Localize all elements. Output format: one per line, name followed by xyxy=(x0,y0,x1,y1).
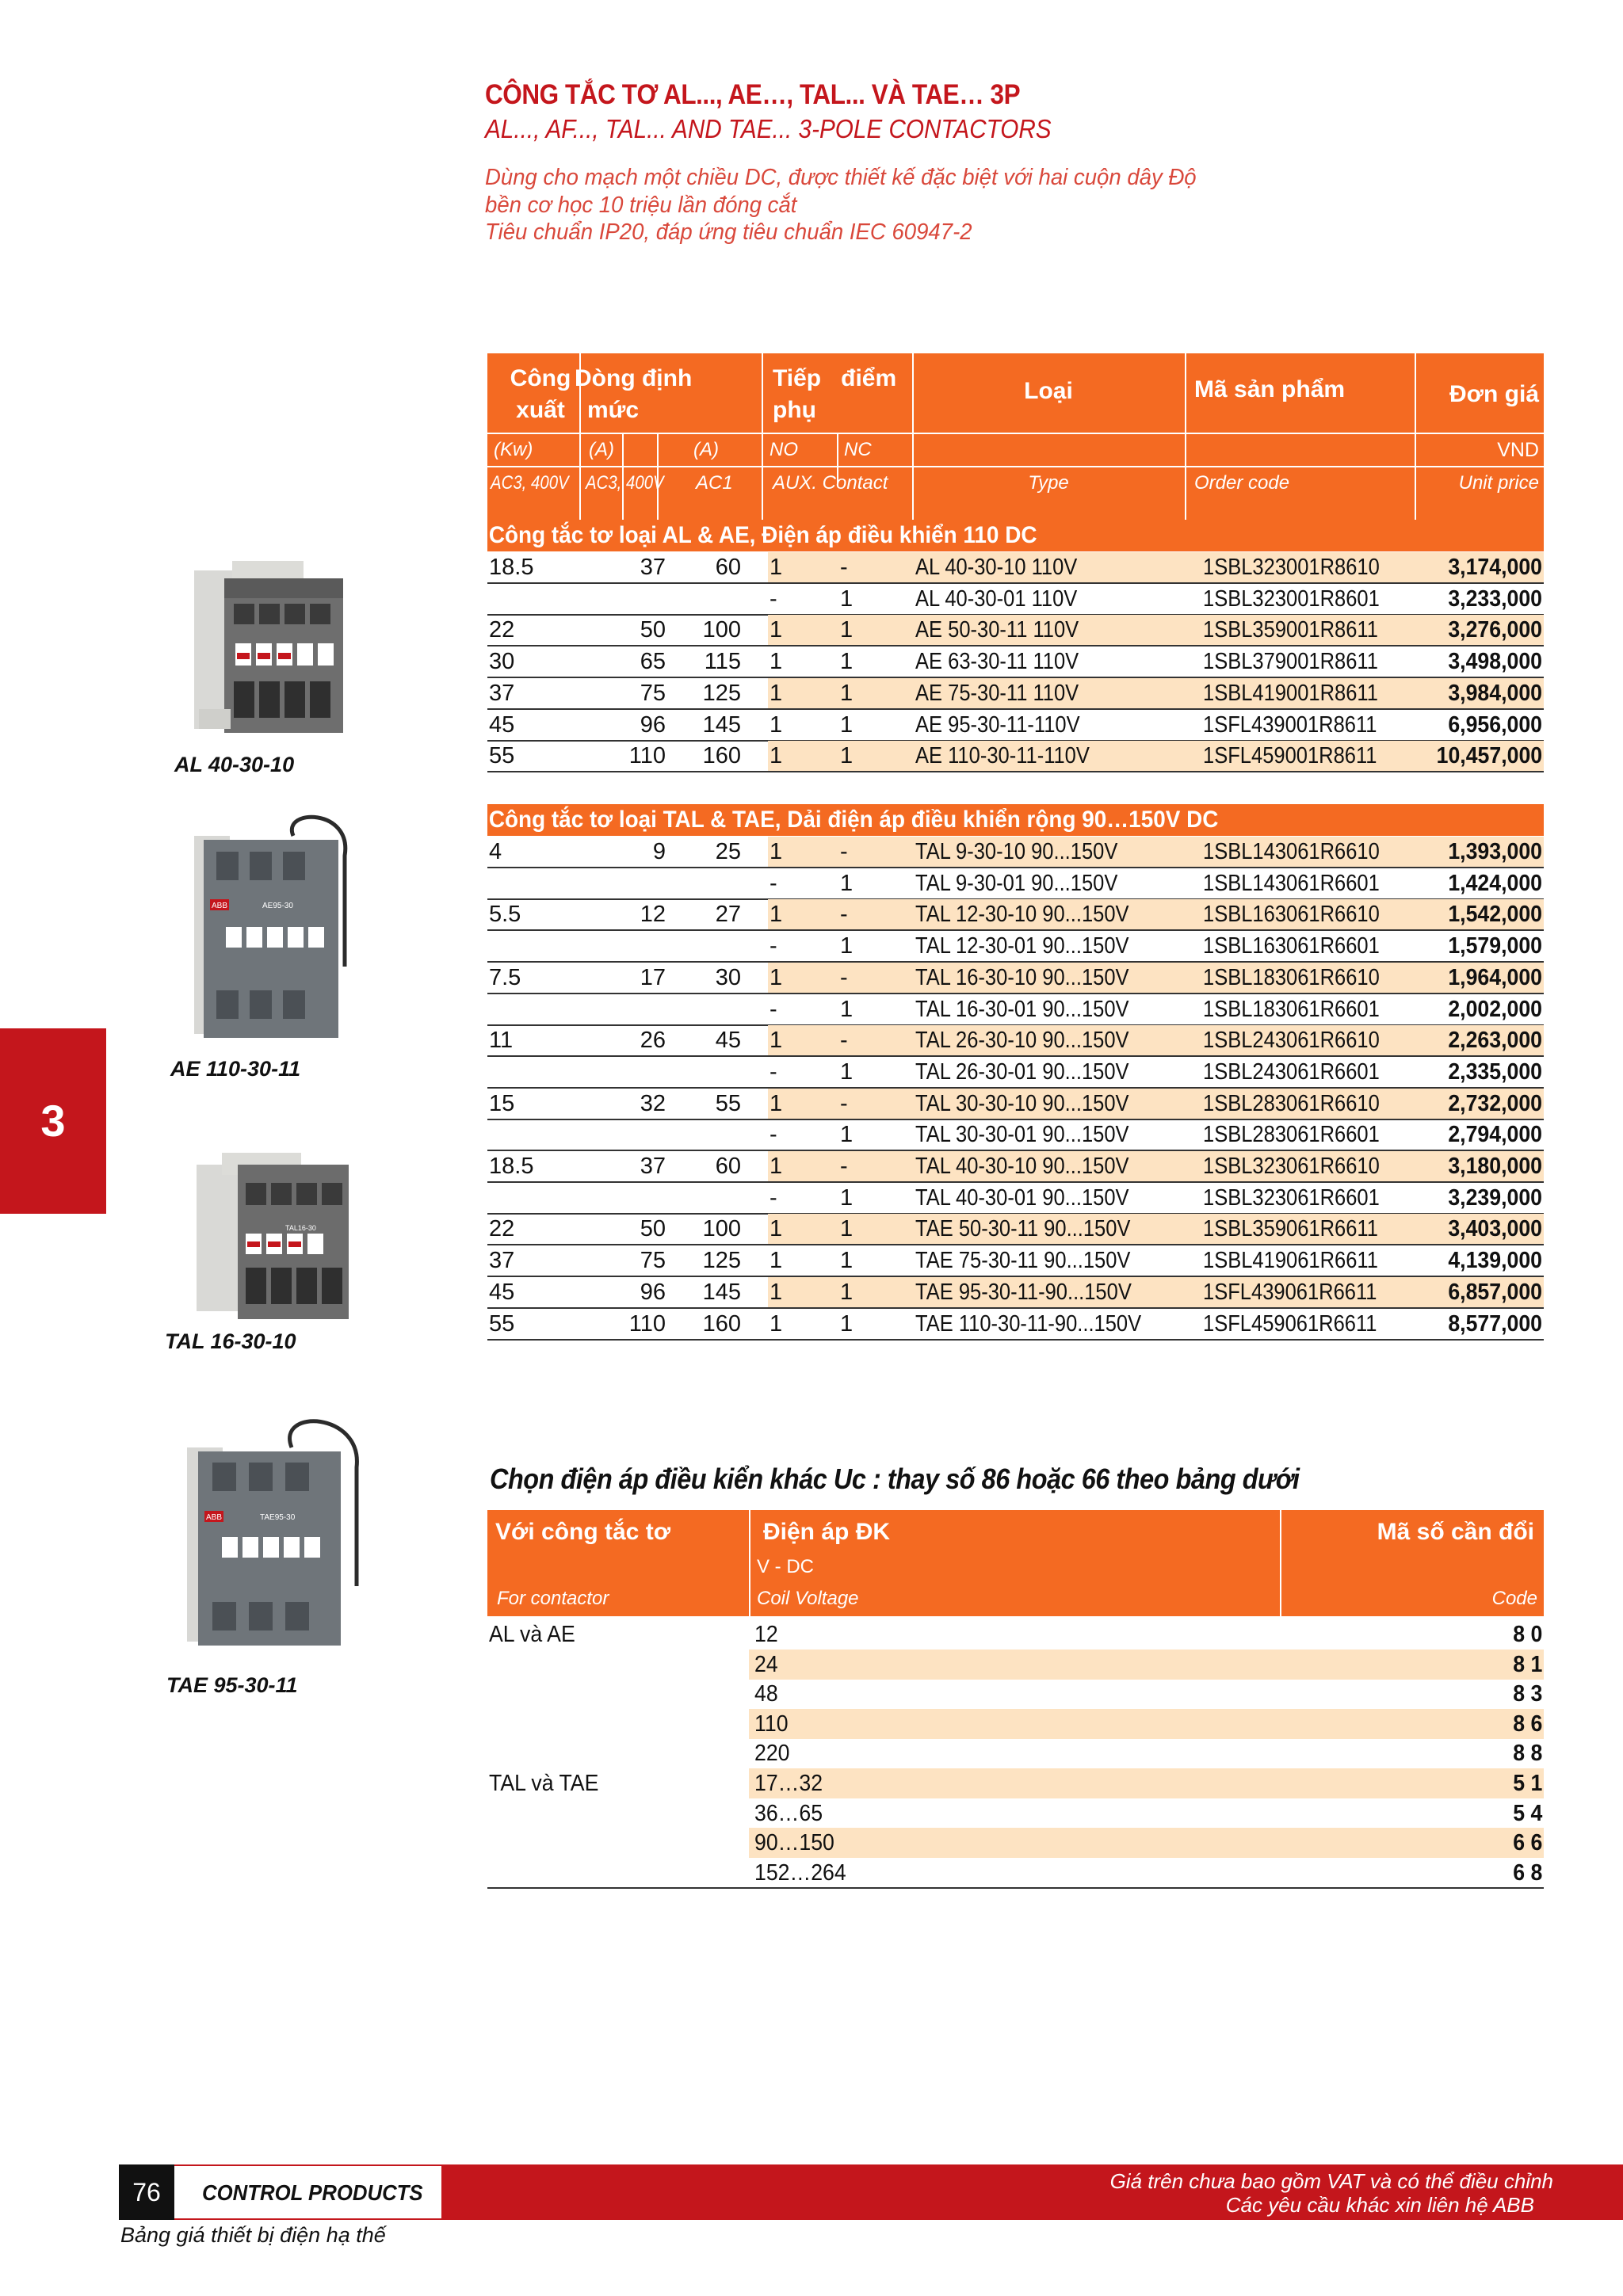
cell-current-ac1: 55 xyxy=(715,1090,741,1116)
header-type: Loại xyxy=(1024,378,1073,404)
cell-type: TAL 9-30-10 90...150V xyxy=(915,839,1118,864)
cell-price: 3,498,000 xyxy=(1448,649,1542,675)
cell-no: 1 xyxy=(769,1310,783,1337)
cell-current-ac3: 32 xyxy=(640,1090,666,1116)
cell-nc: - xyxy=(840,902,848,928)
cell-current-ac3: 37 xyxy=(640,555,666,580)
coil-row xyxy=(487,1798,1544,1829)
coil-cell-code: 8 0 xyxy=(1512,1622,1542,1647)
cell-current-ac3 xyxy=(586,1183,666,1213)
cell-power: 55 xyxy=(489,743,515,769)
cell-current-ac1 xyxy=(666,1057,741,1087)
cell-current-ac3: 9 xyxy=(652,839,666,864)
cell-current-ac3 xyxy=(586,931,666,961)
cell-price: 1,393,000 xyxy=(1448,839,1542,864)
cell-current-ac1: 145 xyxy=(702,1279,741,1305)
cell-nc: - xyxy=(840,1154,848,1179)
cell-no: - xyxy=(769,870,777,896)
cell-current-ac1: 115 xyxy=(704,649,741,675)
unit-kw: (Kw) xyxy=(494,439,533,460)
cell-no: - xyxy=(769,585,777,612)
caption-tal: TAL 16-30-10 xyxy=(165,1329,296,1353)
cell-current-ac1: 25 xyxy=(715,839,741,864)
svg-text:ABB: ABB xyxy=(212,902,228,910)
header-aux-contact: Tiếp điểm phụ xyxy=(773,365,897,423)
cell-price: 10,457,000 xyxy=(1436,743,1542,769)
cell-type: AE 95-30-11-110V xyxy=(915,711,1080,738)
coil-row xyxy=(487,1768,1544,1798)
coil-cell-voltage: 110 xyxy=(754,1711,789,1737)
cell-price: 1,424,000 xyxy=(1448,870,1542,896)
cell-power: 4 xyxy=(489,839,502,864)
cell-current-ac3: 110 xyxy=(628,743,666,769)
table-row xyxy=(487,741,1544,772)
header-code: Mã sản phẩm xyxy=(1194,376,1346,402)
cell-code: 1SBL379001R8611 xyxy=(1203,649,1378,675)
cell-no: - xyxy=(769,933,777,959)
cell-power: 18.5 xyxy=(489,555,534,580)
cell-type: TAE 110-30-11-90...150V xyxy=(915,1310,1142,1337)
cell-nc: 1 xyxy=(840,1058,854,1085)
footer-subtitle: Bảng giá thiết bị điện hạ thế xyxy=(120,2223,386,2247)
cell-current-ac3 xyxy=(586,1119,666,1150)
cell-code: 1SBL323061R6601 xyxy=(1203,1184,1380,1211)
coil-hdr-code: Mã số cần đổi xyxy=(1377,1519,1534,1545)
cell-no: 1 xyxy=(769,617,783,643)
cell-price: 6,857,000 xyxy=(1448,1279,1542,1305)
unit-nc: NC xyxy=(844,439,872,460)
coil-cell-voltage: 152…264 xyxy=(754,1859,846,1886)
cell-nc: - xyxy=(840,1090,848,1116)
cell-code: 1SBL143061R6601 xyxy=(1203,870,1380,896)
cell-price: 4,139,000 xyxy=(1448,1248,1542,1274)
cell-code: 1SFL439001R8611 xyxy=(1203,711,1377,738)
header-price: Đơn giá xyxy=(1449,381,1539,407)
cell-no: 1 xyxy=(769,1248,783,1274)
table-row xyxy=(487,963,1544,994)
sub-code: Order code xyxy=(1194,472,1290,494)
cell-no: 1 xyxy=(769,964,783,990)
cell-no: 1 xyxy=(769,1279,783,1305)
cell-code: 1SBL323001R8601 xyxy=(1203,585,1380,612)
cell-current-ac3: 96 xyxy=(640,1279,666,1305)
cell-nc: 1 xyxy=(840,933,854,959)
cell-no: - xyxy=(769,996,777,1022)
description-line-2: bền cơ học 10 triệu lần đóng cắt xyxy=(485,193,797,218)
chapter-tab: 3 xyxy=(0,1028,106,1214)
cell-nc: 1 xyxy=(840,649,854,675)
cell-type: AL 40-30-10 110V xyxy=(915,555,1078,580)
coil-cell-voltage: 36…65 xyxy=(754,1800,823,1826)
cell-price: 2,263,000 xyxy=(1448,1028,1542,1054)
contactor-tal-image xyxy=(190,1145,372,1327)
cell-current-ac3 xyxy=(586,994,666,1024)
description-line-3: Tiêu chuẩn IP20, đáp ứng tiêu chuẩn IEC 60947-2 xyxy=(485,219,972,245)
cell-nc: - xyxy=(840,964,848,990)
svg-text:AE95-30: AE95-30 xyxy=(262,902,293,910)
cell-type: AE 63-30-11 110V xyxy=(915,649,1079,675)
coil-cell-voltage: 220 xyxy=(754,1741,790,1767)
footer-note-contact: Các yêu cầu khác xin liên hệ ABB xyxy=(1225,2193,1534,2217)
cell-type: TAL 12-30-10 90...150V xyxy=(915,902,1129,928)
coil-cell-voltage: 17…32 xyxy=(754,1771,823,1796)
cell-price: 3,174,000 xyxy=(1448,555,1542,580)
table-row xyxy=(487,710,1544,742)
sub-aux: AUX. Contact xyxy=(773,472,888,494)
cell-current-ac3 xyxy=(586,1057,666,1087)
cell-power: 22 xyxy=(489,617,515,643)
svg-text:TAE95-30: TAE95-30 xyxy=(260,1513,296,1522)
coil-cell-code: 8 3 xyxy=(1512,1681,1542,1707)
cell-type: TAL 9-30-01 90...150V xyxy=(915,870,1118,896)
table-row xyxy=(487,994,1544,1026)
description-line-1: Dùng cho mạch một chiều DC, được thiết kế đặc biệt với hai cuộn dây Độ xyxy=(485,165,1197,190)
cell-current-ac3: 50 xyxy=(640,1216,666,1242)
coil-cell-voltage: 12 xyxy=(754,1622,778,1647)
cell-price: 3,984,000 xyxy=(1448,680,1542,706)
cell-current-ac1: 100 xyxy=(702,617,741,643)
coil-table-bottom-rule xyxy=(487,1887,1544,1889)
table-row xyxy=(487,1151,1544,1183)
cell-code: 1SBL359001R8611 xyxy=(1203,617,1378,643)
table-row xyxy=(487,837,1544,868)
cell-nc: 1 xyxy=(840,870,854,896)
footer-note-vat: Giá trên chưa bao gồm VAT và có thể điều chỉnh xyxy=(1109,2169,1553,2193)
coil-hdr-voltage: Điện áp ĐK xyxy=(763,1519,891,1545)
cell-nc: 1 xyxy=(840,1122,854,1148)
contactor-tae-image xyxy=(181,1412,371,1650)
cell-price: 2,794,000 xyxy=(1448,1122,1542,1148)
table-row xyxy=(487,1089,1544,1120)
cell-current-ac1: 100 xyxy=(702,1216,741,1242)
cell-type: TAL 30-30-10 90...150V xyxy=(915,1090,1129,1116)
cell-current-ac3: 96 xyxy=(640,711,666,738)
cell-no: 1 xyxy=(769,711,783,738)
cell-current-ac1 xyxy=(666,868,741,898)
cell-current-ac3: 50 xyxy=(640,617,666,643)
table-row xyxy=(487,931,1544,963)
coil-row xyxy=(487,1619,1544,1650)
cell-code: 1SBL143061R6610 xyxy=(1203,839,1380,864)
cell-nc: - xyxy=(840,839,848,864)
coil-row xyxy=(487,1738,1544,1768)
cell-price: 6,956,000 xyxy=(1448,711,1542,738)
cell-nc: 1 xyxy=(840,743,854,769)
cell-price: 2,002,000 xyxy=(1448,996,1542,1022)
coil-cell-code: 8 8 xyxy=(1512,1741,1542,1767)
cell-price: 3,276,000 xyxy=(1448,617,1542,643)
cell-no: - xyxy=(769,1122,777,1148)
cell-code: 1SBL359061R6611 xyxy=(1203,1216,1378,1242)
cell-type: TAE 75-30-11 90...150V xyxy=(915,1248,1131,1274)
sub-ac3-kw: AC3, 400V xyxy=(491,472,569,494)
coil-cell-code: 5 4 xyxy=(1512,1800,1542,1826)
cell-price: 3,180,000 xyxy=(1448,1154,1542,1179)
cell-nc: 1 xyxy=(840,1184,854,1211)
cell-nc: 1 xyxy=(840,1216,854,1242)
cell-power: 15 xyxy=(489,1090,515,1116)
caption-tae: TAE 95-30-11 xyxy=(166,1673,298,1697)
cell-code: 1SBL283061R6610 xyxy=(1203,1090,1380,1116)
cell-price: 2,335,000 xyxy=(1448,1058,1542,1085)
cell-type: AE 50-30-11 110V xyxy=(915,617,1079,643)
cell-code: 1SFL459001R8611 xyxy=(1203,743,1377,769)
svg-text:TAL16-30: TAL16-30 xyxy=(285,1224,316,1232)
footer-label: CONTROL PRODUCTS xyxy=(202,2180,423,2205)
cell-current-ac1 xyxy=(666,584,741,614)
cell-current-ac3: 75 xyxy=(640,680,666,706)
cell-type: AE 75-30-11 110V xyxy=(915,680,1079,706)
cell-code: 1SBL183061R6610 xyxy=(1203,964,1380,990)
cell-type: TAL 40-30-01 90...150V xyxy=(915,1184,1129,1211)
cell-price: 3,239,000 xyxy=(1448,1184,1542,1211)
coil-cell-voltage: 48 xyxy=(754,1681,778,1707)
cell-current-ac1 xyxy=(666,1183,741,1213)
cell-nc: 1 xyxy=(840,1248,854,1274)
cell-no: - xyxy=(769,1184,777,1211)
coil-sub-for: For contactor xyxy=(497,1588,609,1609)
cell-power: 5.5 xyxy=(489,902,521,928)
coil-row xyxy=(487,1709,1544,1739)
table-row xyxy=(487,1183,1544,1215)
cell-price: 1,964,000 xyxy=(1448,964,1542,990)
table-row xyxy=(487,615,1544,646)
cell-current-ac3: 37 xyxy=(640,1154,666,1179)
cell-code: 1SBL283061R6601 xyxy=(1203,1122,1380,1148)
contactor-al-image xyxy=(185,555,367,749)
cell-power: 37 xyxy=(489,680,515,706)
cell-current-ac3: 17 xyxy=(640,964,666,990)
table-row xyxy=(487,868,1544,900)
cell-current-ac1: 45 xyxy=(715,1028,741,1054)
section-title-al-ae: Công tắc tơ loại AL & AE, Điện áp điều khiển 110 DC xyxy=(487,520,1544,551)
unit-no: NO xyxy=(769,439,798,460)
cell-nc: 1 xyxy=(840,996,854,1022)
cell-code: 1SBL163061R6601 xyxy=(1203,933,1380,959)
price-table-header xyxy=(487,353,1544,520)
cell-code: 1SBL419061R6611 xyxy=(1203,1248,1378,1274)
cell-power: 55 xyxy=(489,1310,515,1337)
sub-ac1: AC1 xyxy=(696,472,733,494)
cell-code: 1SBL323061R6610 xyxy=(1203,1154,1380,1179)
coil-cell-code: 6 8 xyxy=(1512,1859,1542,1886)
cell-type: TAE 95-30-11-90...150V xyxy=(915,1279,1132,1305)
cell-type: TAL 26-30-10 90...150V xyxy=(915,1028,1129,1054)
cell-current-ac1 xyxy=(666,931,741,961)
coil-cell-code: 6 6 xyxy=(1512,1830,1542,1856)
cell-no: 1 xyxy=(769,555,783,580)
cell-nc: 1 xyxy=(840,1310,854,1337)
cell-current-ac1: 160 xyxy=(702,743,741,769)
section-title-tal-tae: Công tắc tơ loại TAL & TAE, Dải điện áp điều khiển rộng 90…150V DC xyxy=(487,804,1544,836)
coil-cell-code: 8 6 xyxy=(1512,1711,1542,1737)
unit-a-ac3: (A) xyxy=(589,439,614,460)
cell-code: 1SBL419001R8611 xyxy=(1203,680,1378,706)
sub-price: Unit price xyxy=(1458,472,1539,494)
coil-cell-group: AL và AE xyxy=(489,1622,575,1647)
cell-power: 7.5 xyxy=(489,964,521,990)
header-current: Dòng định mức xyxy=(575,365,693,423)
page-number: 76 xyxy=(119,2164,174,2220)
cell-code: 1SBL243061R6610 xyxy=(1203,1028,1380,1054)
cell-code: 1SBL323001R8610 xyxy=(1203,555,1380,580)
cell-nc: 1 xyxy=(840,585,854,612)
coil-sub-vdc: V - DC xyxy=(757,1556,814,1577)
cell-code: 1SBL243061R6601 xyxy=(1203,1058,1380,1085)
cell-power: 45 xyxy=(489,711,515,738)
cell-nc: 1 xyxy=(840,680,854,706)
unit-vnd: VND xyxy=(1497,439,1539,461)
cell-nc: - xyxy=(840,1028,848,1054)
price-table xyxy=(487,353,1544,520)
table-row xyxy=(487,1057,1544,1089)
table-row xyxy=(487,1214,1544,1245)
header-power: Công xuất xyxy=(510,365,571,423)
cell-price: 2,732,000 xyxy=(1448,1090,1542,1116)
cell-current-ac3 xyxy=(586,868,666,898)
cell-price: 3,233,000 xyxy=(1448,585,1542,612)
cell-current-ac1: 60 xyxy=(715,555,741,580)
cell-code: 1SBL163061R6610 xyxy=(1203,902,1380,928)
unit-a-ac1: (A) xyxy=(693,439,719,460)
cell-price: 3,403,000 xyxy=(1448,1216,1542,1242)
cell-type: AE 110-30-11-110V xyxy=(915,743,1090,769)
cell-current-ac1: 125 xyxy=(702,680,741,706)
cell-power: 11 xyxy=(489,1028,514,1054)
coil-hdr-contactor: Với công tắc tơ xyxy=(495,1519,671,1545)
cell-power: 18.5 xyxy=(489,1154,534,1179)
table-row xyxy=(487,899,1544,931)
table-row xyxy=(487,1309,1544,1341)
coil-table-header xyxy=(487,1510,1544,1616)
cell-no: 1 xyxy=(769,649,783,675)
cell-current-ac1: 30 xyxy=(715,964,741,990)
cell-current-ac1 xyxy=(666,994,741,1024)
page-title-vn: CÔNG TẮC TƠ AL..., AE…, TAL... VÀ TAE… 3P xyxy=(485,79,1021,110)
cell-price: 1,542,000 xyxy=(1448,902,1542,928)
coil-row xyxy=(487,1679,1544,1709)
coil-cell-code: 8 1 xyxy=(1512,1651,1542,1677)
caption-al: AL 40-30-10 xyxy=(174,753,295,776)
cell-type: TAE 50-30-11 90...150V xyxy=(915,1216,1131,1242)
cell-no: 1 xyxy=(769,902,783,928)
coil-table-title: Chọn điện áp điều kiển khác Uc : thay số 86 hoặc 66 theo bảng dưới xyxy=(490,1463,1300,1495)
cell-current-ac3 xyxy=(586,584,666,614)
cell-nc: 1 xyxy=(840,1279,854,1305)
cell-no: 1 xyxy=(769,1216,783,1242)
cell-power: 45 xyxy=(489,1279,515,1305)
cell-type: TAL 16-30-01 90...150V xyxy=(915,996,1129,1022)
cell-price: 1,579,000 xyxy=(1448,933,1542,959)
coil-cell-code: 5 1 xyxy=(1512,1771,1542,1796)
coil-cell-voltage: 24 xyxy=(754,1651,778,1677)
cell-current-ac3: 26 xyxy=(640,1028,666,1054)
cell-nc: - xyxy=(840,555,848,580)
cell-current-ac1: 145 xyxy=(702,711,741,738)
table-row xyxy=(487,646,1544,678)
cell-code: 1SFL439061R6611 xyxy=(1203,1279,1377,1305)
coil-row xyxy=(487,1858,1544,1888)
cell-no: 1 xyxy=(769,1090,783,1116)
cell-current-ac1: 27 xyxy=(715,902,741,928)
cell-type: TAL 26-30-01 90...150V xyxy=(915,1058,1129,1085)
table-row xyxy=(487,1277,1544,1309)
cell-current-ac1: 125 xyxy=(702,1248,741,1274)
page-title-en: AL..., AF..., TAL... AND TAE... 3-POLE CONTACTORS xyxy=(485,114,1052,143)
cell-type: TAL 16-30-10 90...150V xyxy=(915,964,1129,990)
sub-ac3-a: AC3, 400V xyxy=(586,472,664,494)
cell-no: 1 xyxy=(769,743,783,769)
svg-text:ABB: ABB xyxy=(206,1513,223,1522)
coil-cell-voltage: 90…150 xyxy=(754,1830,834,1856)
cell-current-ac1 xyxy=(666,1119,741,1150)
cell-no: 1 xyxy=(769,839,783,864)
coil-cell-group: TAL và TAE xyxy=(489,1771,599,1796)
caption-ae: AE 110-30-11 xyxy=(170,1057,301,1081)
cell-type: AL 40-30-01 110V xyxy=(915,585,1078,612)
cell-code: 1SFL459061R6611 xyxy=(1203,1310,1377,1337)
cell-no: 1 xyxy=(769,1154,783,1179)
cell-current-ac3: 110 xyxy=(628,1310,666,1337)
coil-row xyxy=(487,1650,1544,1680)
sub-type: Type xyxy=(1028,472,1069,494)
cell-code: 1SBL183061R6601 xyxy=(1203,996,1380,1022)
cell-no: 1 xyxy=(769,1028,783,1054)
cell-current-ac3: 75 xyxy=(640,1248,666,1274)
cell-current-ac1: 160 xyxy=(702,1310,741,1337)
cell-power: 30 xyxy=(489,649,515,675)
cell-current-ac1: 60 xyxy=(715,1154,741,1179)
table-row xyxy=(487,1025,1544,1057)
cell-type: TAL 30-30-01 90...150V xyxy=(915,1122,1129,1148)
cell-current-ac3: 65 xyxy=(640,649,666,675)
cell-nc: 1 xyxy=(840,711,854,738)
cell-current-ac3: 12 xyxy=(640,902,666,928)
coil-sub-coil: Coil Voltage xyxy=(757,1588,859,1609)
coil-sub-code: Code xyxy=(1491,1588,1537,1609)
cell-no: 1 xyxy=(769,680,783,706)
table-row xyxy=(487,678,1544,710)
cell-type: TAL 40-30-10 90...150V xyxy=(915,1154,1129,1179)
coil-row xyxy=(487,1828,1544,1858)
cell-no: - xyxy=(769,1058,777,1085)
contactor-ae-image xyxy=(186,808,361,1046)
table-row xyxy=(487,584,1544,616)
cell-nc: 1 xyxy=(840,617,854,643)
cell-price: 8,577,000 xyxy=(1448,1310,1542,1337)
table-row xyxy=(487,1119,1544,1151)
cell-power: 37 xyxy=(489,1248,515,1274)
cell-type: TAL 12-30-01 90...150V xyxy=(915,933,1129,959)
table-row xyxy=(487,552,1544,584)
cell-power: 22 xyxy=(489,1216,515,1242)
table-row xyxy=(487,1245,1544,1277)
